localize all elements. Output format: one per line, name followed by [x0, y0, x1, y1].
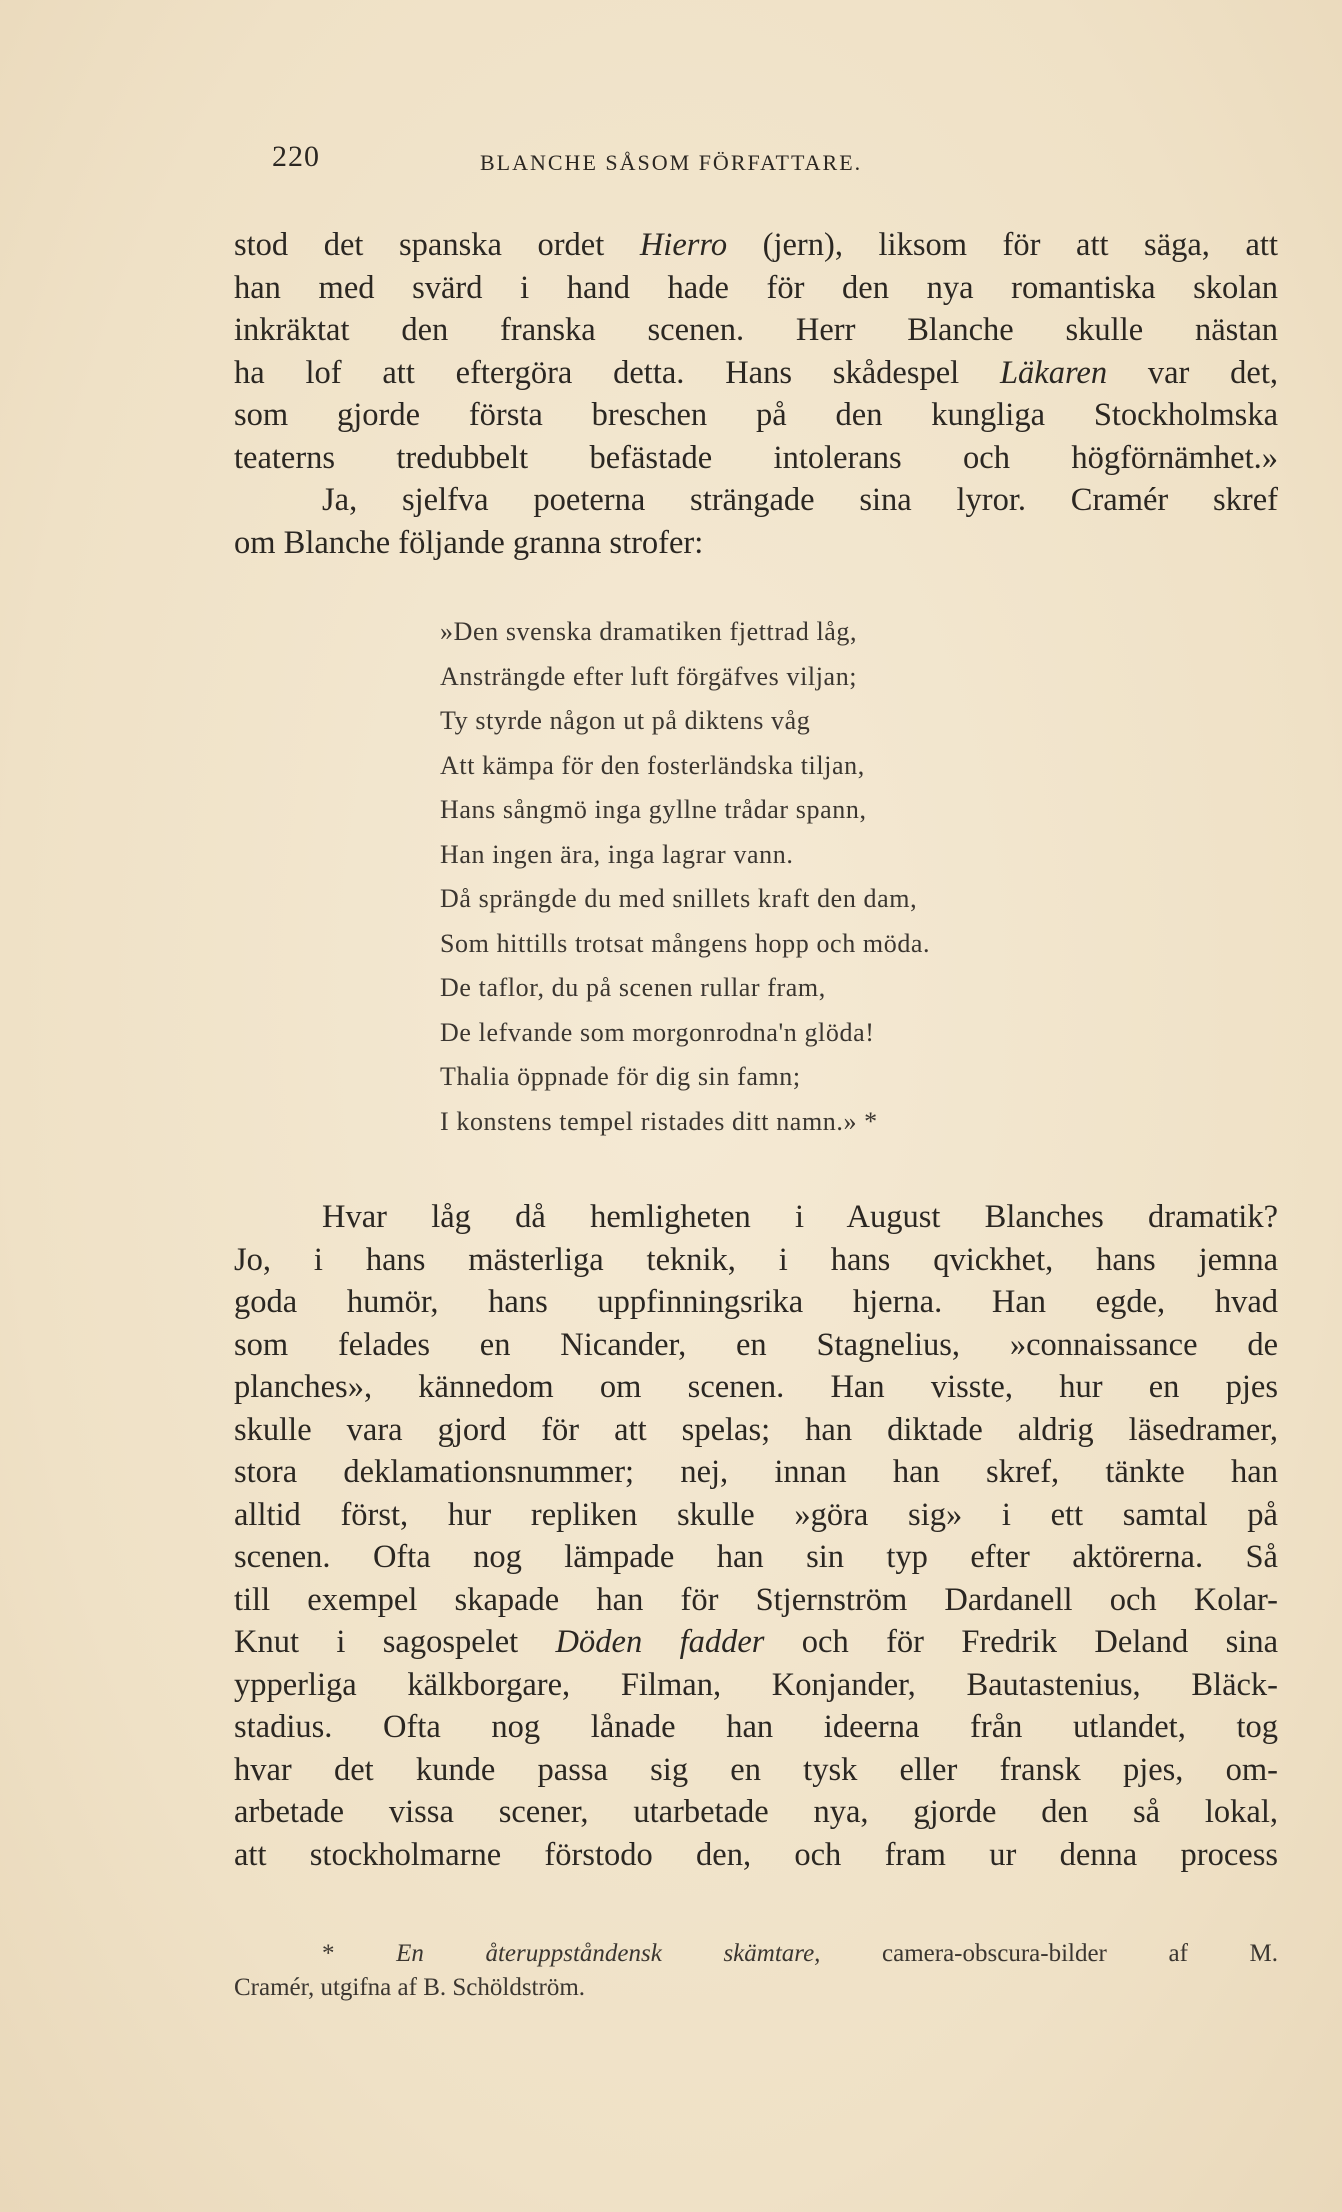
text-line: ha lof att eftergöra detta. Hans skådespel Läkaren var det, [234, 354, 1278, 391]
text-line: han med svärd i hand hade för den nya romantiska skolan [234, 269, 1278, 306]
footnote-line: * En återuppståndensk skämtare, camera-obscura-bilder af M. [234, 1937, 1278, 1971]
text-line: arbetade vissa scener, utarbetade nya, gjorde den så lokal, [234, 1794, 1278, 1830]
text-line: ypperliga kälkborgare, Filman, Konjander, Bautastenius, Bläck- [234, 1666, 1278, 1703]
text-line: Hvar låg då hemligheten i August Blanches dramatik? [322, 1199, 1278, 1235]
poem-line: Som hittills trotsat mångens hopp och möda. [440, 928, 931, 958]
footnote-line: Cramér, utgifna af B. Schöldström. [234, 1974, 586, 2001]
text-line: Knut i sagospelet Döden fadder och för Fredrik Deland sina [234, 1624, 1278, 1660]
text-line: om Blanche följande granna strofer: [234, 524, 704, 561]
poem-line: Hans sångmö inga gyllne trådar spann, [440, 795, 867, 824]
text-line: hvar det kunde passa sig en tysk eller fransk pjes, om- [234, 1751, 1278, 1788]
italic-title: Läkaren [999, 354, 1108, 391]
poem-line: Då sprängde du med snillets kraft den dam, [440, 884, 918, 913]
text-line: Ja, sjelfva poeterna strängade sina lyror. Cramér skref [322, 482, 1278, 518]
poem-line: De lefvande som morgonrodna'n glöda! [440, 1017, 875, 1047]
text-line: stod det spanska ordet Hierro (jern), liksom för att säga, att [234, 227, 1278, 263]
footnote [234, 1937, 1278, 2005]
text-line: till exempel skapade han för Stjernström Dardanell och Kolar- [234, 1581, 1278, 1618]
text-line: stadius. Ofta nog lånade han ideerna från utlandet, tog [234, 1709, 1278, 1745]
text-line: som felades en Nicander, en Stagnelius, »connaissance de [234, 1326, 1278, 1363]
text-line: alltid först, hur repliken skulle »göra sig» i ett samtal på [234, 1496, 1278, 1533]
text-line: stora deklamationsnummer; nej, innan han skref, tänkte han [234, 1454, 1278, 1490]
poem-line: Ansträngde efter luft förgäfves viljan; [440, 661, 858, 691]
text-line: Jo, i hans mästerliga teknik, i hans qvickhet, hans jemna [234, 1241, 1278, 1278]
text-line: som gjorde första breschen på den kungliga Stockholmska [234, 397, 1278, 433]
italic-word: Hierro [639, 227, 728, 263]
poem-line: Thalia öppnade för dig sin famn; [440, 1062, 801, 1091]
poem-stanza [440, 610, 1200, 1144]
text-line: skulle vara gjord för att spelas; han diktade aldrig läsedramer, [234, 1411, 1278, 1448]
poem-line: De taflor, du på scenen rullar fram, [440, 973, 826, 1002]
text-line: planches», kännedom om scenen. Han visste, hur en pjes [234, 1369, 1278, 1405]
italic-title: Döden fadder [555, 1624, 765, 1660]
poem-line: Han ingen ära, inga lagrar vann. [440, 839, 794, 869]
text-line: inkräktat den franska scenen. Herr Blanche skulle nästan [234, 312, 1278, 348]
poem-line: Att kämpa för den fosterländska tiljan, [440, 750, 865, 780]
text-line: scenen. Ofta nog lämpade han sin typ efter aktörerna. Så [234, 1539, 1278, 1575]
footnote-marker: * [322, 1940, 335, 1967]
poem-line: Ty styrde någon ut på diktens våg [440, 706, 811, 735]
running-title: BLANCHE SÅSOM FÖRFATTARE. [480, 150, 863, 175]
paragraph-1 [234, 224, 1278, 564]
page-header [272, 140, 1272, 180]
poem-line: I konstens tempel ristades ditt namn.» * [440, 1106, 878, 1136]
text-line: att stockholmarne förstodo den, och fram ur denna process [234, 1836, 1278, 1873]
italic-title: En återuppståndensk skämtare, [396, 1940, 821, 1967]
text-line: goda humör, hans uppfinningsrika hjerna. Han egde, hvad [234, 1284, 1278, 1320]
poem-line: »Den svenska dramatiken fjettrad låg, [440, 617, 858, 646]
text-line: teaterns tredubbelt befästade intolerans och högförnämhet.» [234, 439, 1278, 476]
paragraph-2 [234, 1196, 1278, 1876]
page-number: 220 [272, 140, 320, 173]
